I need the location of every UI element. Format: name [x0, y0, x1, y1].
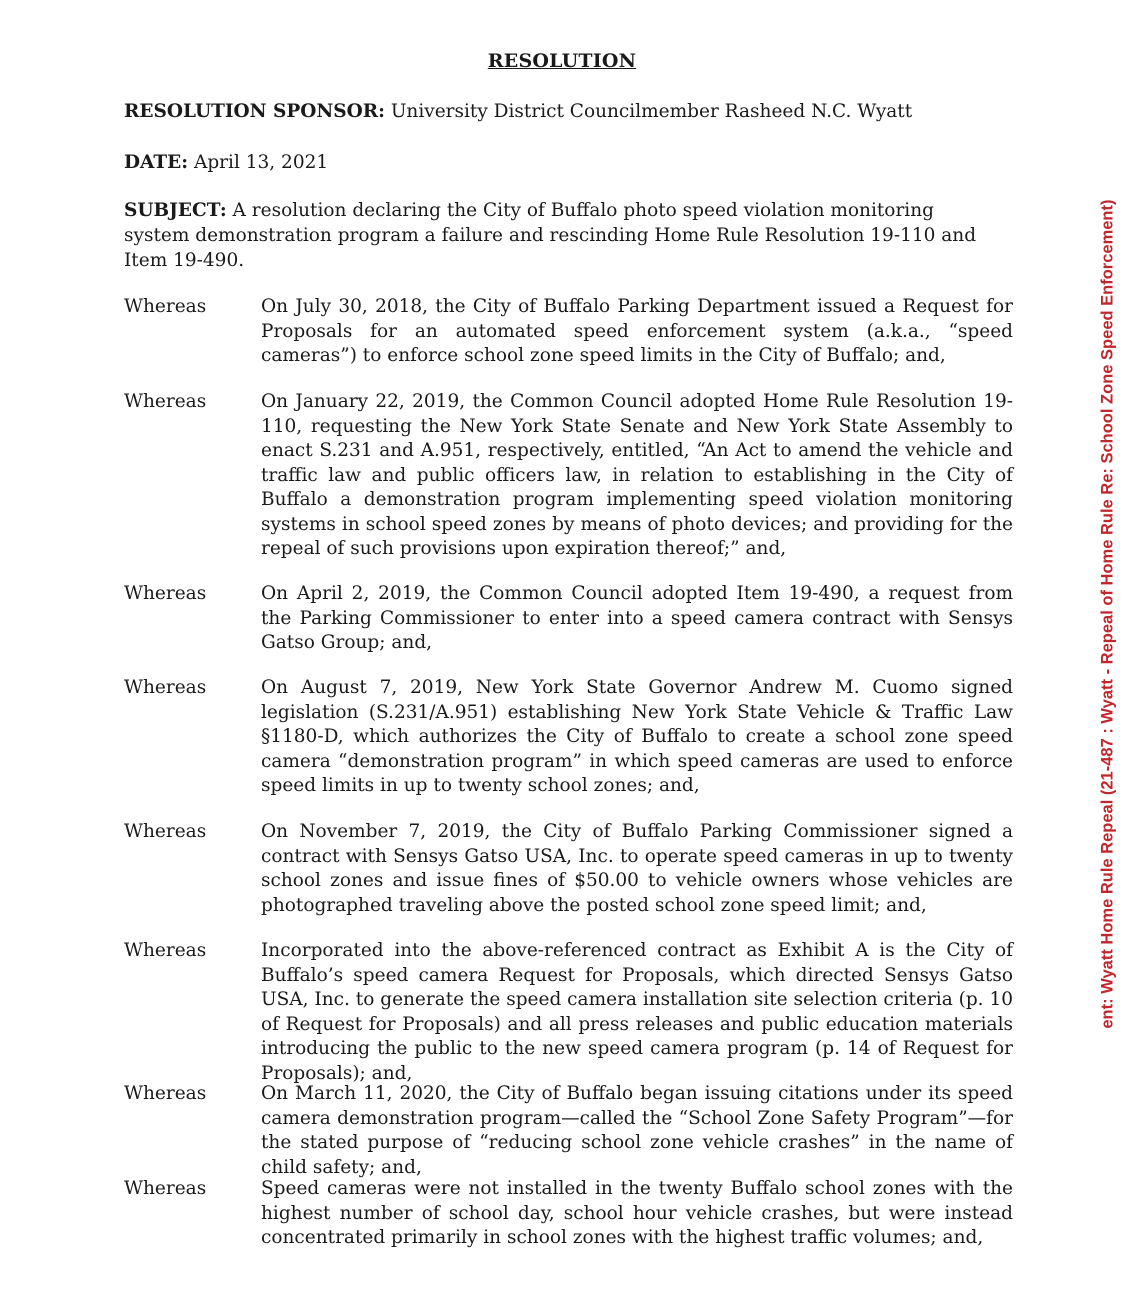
recital-text: On November 7, 2019, the City of Buffalo Parking Commissioner signed a contract with Sensys Gatso USA, Inc. to operate speed cameras in up to twenty school zones and issue fines of $50.00 to vehicle owners whose vehicles are photographed traveling above the posted school zone speed limit; and, [261, 821, 1013, 916]
recital-text: On January 22, 2019, the Common Council adopted Home Rule Resolution 19-110, requesting the New York State Senate and New York State Assembly to enact S.231 and A.951, respectively, entitled, “An Act to amend the vehicle and traffic law and public officers law, in relation to establishing in the City of Buffalo a demonstration program implementing speed violation monitoring systems in school speed zones by means of photo devices; and providing for the repeal of such provisions upon expiration thereof;” and, [261, 391, 1013, 559]
recital-label: Whereas [124, 1178, 207, 1199]
recital-7 [124, 1082, 1014, 1180]
sponsor-value: University District Councilmember Rasheed N.C. Wyatt [390, 101, 913, 122]
recital-text: Incorporated into the above-referenced contract as Exhibit A is the City of Buffalo’s speed camera Request for Proposals, which directed Sensys Gatso USA, Inc. to generate the speed camera installation site selection criteria (p. 10 of Request for Proposals) and all press releases and public education materials introducing the public to the new speed camera program (p. 14 of Request for Proposals); and, [261, 940, 1013, 1084]
recital-5 [124, 820, 1014, 918]
recital-1 [124, 295, 1014, 369]
recital-label: Whereas [124, 940, 207, 961]
recital-label: Whereas [124, 296, 207, 317]
subject-line [124, 198, 984, 273]
recital-3 [124, 582, 1014, 656]
recital-label: Whereas [124, 677, 207, 698]
sponsor-label: RESOLUTION SPONSOR: [124, 101, 385, 122]
recital-4 [124, 676, 1014, 799]
recital-label: Whereas [124, 391, 207, 412]
date-label: DATE: [124, 152, 189, 173]
recital-text: On July 30, 2018, the City of Buffalo Parking Department issued a Request for Proposals for an automated speed enforcement system (a.k.a., “speed cameras”) to enforce school zone speed limits in the City of Buffalo; and, [261, 296, 1013, 366]
date-value: April 13, 2021 [193, 152, 329, 173]
recital-text: On August 7, 2019, New York State Governor Andrew M. Cuomo signed legislation (S.231/A.951) establishing New York State Vehicle & Traffic Law §1180-D, which authorizes the City of Buffalo to create a school zone speed camera “demonstration program” in which speed cameras are used to enforce speed limits in up to twenty school zones; and, [261, 677, 1013, 796]
recital-text: On April 2, 2019, the Common Council adopted Item 19-490, a request from the Parking Commissioner to enter into a speed camera contract with Sensys Gatso Group; and, [261, 583, 1013, 653]
attachment-sidebar [1088, 0, 1124, 1304]
recital-text: On March 11, 2020, the City of Buffalo began issuing citations under its speed camera demonstration program—called the “School Zone Safety Program”—for the stated purpose of “reducing school zone vehicle crashes” in the name of child safety; and, [261, 1083, 1013, 1178]
recital-text: Speed cameras were not installed in the twenty Buffalo school zones with the highest number of school day, school hour vehicle crashes, but were instead concentrated primarily in school zones with the highest traffic volumes; and, [261, 1178, 1013, 1248]
recital-8 [124, 1177, 1014, 1251]
attachment-sidebar-text: ent: Wyatt Home Rule Repeal (21-487 : Wyatt - Repeal of Home Rule Re: School Zone Speed Enforcement) [1098, 199, 1117, 1029]
recital-6 [124, 939, 1014, 1086]
recital-label: Whereas [124, 821, 207, 842]
sponsor-line [124, 99, 1004, 124]
document-title: RESOLUTION [487, 50, 637, 72]
date-line [124, 150, 1004, 175]
subject-label: SUBJECT: [124, 200, 227, 221]
recital-label: Whereas [124, 1083, 207, 1104]
subject-value: A resolution declaring the City of Buffalo photo speed violation monitoring system demonstration program a failure and rescinding Home Rule Resolution 19-110 and Item 19-490. [124, 200, 977, 271]
recital-label: Whereas [124, 583, 207, 604]
recital-2 [124, 390, 1014, 562]
